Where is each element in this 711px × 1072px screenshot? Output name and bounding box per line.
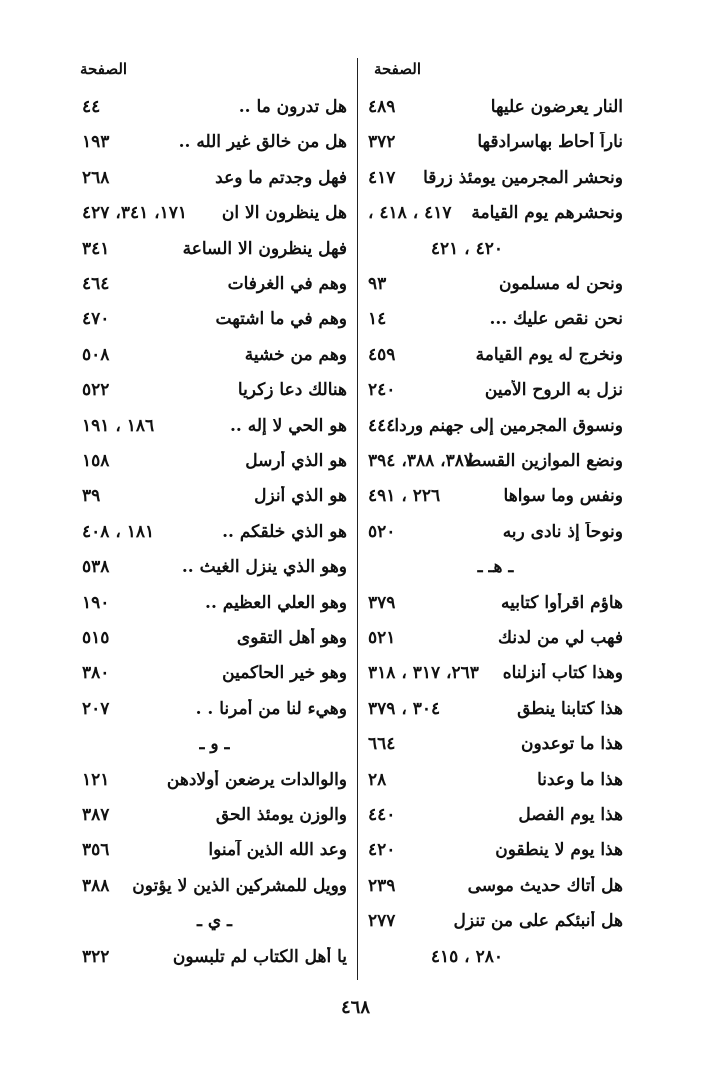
index-entry [368,840,623,870]
entry-pages: ٢٣٩ [368,875,396,896]
entry-pages: ٥٢٢ [82,380,110,401]
entry-pages: ٣٢٢ [82,946,110,967]
index-entry [82,486,347,516]
index-entry [368,593,623,623]
entry-pages: ٤٢٠ [368,840,396,861]
index-entry [368,239,623,269]
entry-pages: ١٧١، ٣٤١، ٤٢٧ [82,203,188,224]
entry-pages: ١٩٠ [82,592,110,613]
index-entry [82,451,347,481]
entry-pages: ٤١٧ [368,167,396,188]
entry-text: هل ينظرون الا ان [221,203,347,224]
entry-text: ونحشر المجرمين يومئذ زرقا [423,167,623,188]
entry-text: وويل للمشركين الذين لا يؤتون [132,875,347,896]
index-entry [82,97,347,127]
index-entry [82,522,347,552]
entry-text: نزل به الروح الأمين [484,380,623,401]
index-entry [368,380,623,410]
index-entry [368,522,623,552]
index-entry [82,876,347,906]
section-heading [82,911,347,941]
section-letter: ـ ي ـ [196,911,233,932]
entry-text: وهيء لنا من أمرنا . . [195,698,347,719]
entry-text: ونحشرهم يوم القيامة [471,203,623,224]
index-entry [368,699,623,729]
index-entry [368,911,623,941]
index-entry [368,132,623,162]
entry-text: ونضع الموازين القسط [465,451,623,471]
index-entry [82,168,347,198]
entry-pages: ٥٣٨ [82,557,110,578]
entry-pages: ٦٦٤ [368,734,396,755]
section-heading [82,734,347,764]
index-entry [82,239,347,269]
entry-pages: ٤٤ [82,97,101,117]
index-entry [82,557,347,587]
index-entry [368,805,623,835]
entry-pages: ٥٠٨ [82,344,110,365]
entry-pages: ٣٠٤ ، ٣٧٩ [368,698,441,719]
entry-text: هو الذي أرسل [245,451,347,471]
entry-text: فهل ينظرون الا الساعة [182,238,347,259]
entry-text: هو الذي أنزل [254,486,347,507]
index-entry [368,628,623,658]
entry-pages: ٣٨٧ [82,805,110,825]
entry-pages: ١٤ [368,309,387,330]
index-entry [368,486,623,516]
entry-pages: ٥١٥ [82,628,110,648]
entry-text: ونحن له مسلمون [499,274,623,294]
entry-text: هل أنبئكم على من تنزل [453,911,623,932]
index-entry [82,203,347,233]
entry-text: هذا يوم الفصل [518,805,623,825]
entry-pages: ٣٨٠ [82,663,110,684]
entry-text: هو الحي لا إله .. [229,415,347,436]
entry-text: هل من خالق غير الله .. [178,132,347,153]
entry-text: وهم في الغرفات [227,274,347,294]
entry-text: هل تدرون ما .. [238,97,347,117]
entry-text: هنالك دعا زكريا [237,380,347,401]
entry-pages: ٣٩ [82,486,101,507]
index-entry [82,345,347,375]
entry-text: وعد الله الذين آمنوا [208,840,347,861]
index-entry [82,663,347,693]
entry-text: ونسوق المجرمين إلى جهنم وردا [394,415,623,436]
entry-text: وهذا كتاب أنزلناه [502,663,623,684]
entry-text: يا أهل الكتاب لم تلبسون [172,946,347,967]
entry-pages: ٢٠٧ [82,698,110,719]
section-heading [368,557,623,587]
entry-pages: ٣٧٩ [368,592,396,613]
index-entry [368,203,623,233]
entry-text: وهم في ما اشتهت [215,309,347,330]
index-entry [82,628,347,658]
entry-text: هذا كتابنا ينطق [517,698,623,719]
index-entry [368,97,623,127]
entry-text: فهب لي من لدنك [498,628,623,648]
entry-pages: ٥٢٠ [368,521,396,542]
entry-pages: ٤٢٠ ، ٤٢١ [430,238,503,259]
entry-pages: ٣٨٧، ٣٨٨، ٣٩٤ [368,451,474,471]
index-entry [368,345,623,375]
entry-text: وهو خير الحاكمين [222,663,347,684]
index-entry [82,699,347,729]
column-divider [357,58,358,980]
index-entry [82,947,347,977]
entry-pages: ٣٥٦ [82,840,110,861]
entry-pages: ٤٧٠ [82,309,110,330]
entry-pages: ٢٦٨ [82,167,110,188]
entry-pages: ٩٣ [368,274,387,294]
entry-pages: ١٨١ ، ٤٠٨ [82,521,155,542]
entry-pages: ٢٨ [368,769,387,790]
entry-pages: ٢٤٠ [368,380,396,401]
entry-pages: ٣٤١ [82,238,110,259]
index-entry [368,309,623,339]
index-entry [82,840,347,870]
entry-text: هل أتاك حديث موسى [467,875,623,896]
index-entry [368,770,623,800]
entry-text: ونوحاً إذ نادى ربه [502,521,623,542]
entry-text: نحن نقص عليك ... [489,309,623,330]
entry-pages: ٤٤٠ [368,805,396,825]
index-entry [368,947,623,977]
entry-pages: ٢٧٧ [368,911,396,932]
entry-text: هذا يوم لا ينطقون [495,840,623,861]
index-entry [82,593,347,623]
index-entry [368,876,623,906]
index-entry [368,451,623,481]
index-entry [368,168,623,198]
entry-pages: ٤٥٩ [368,344,396,365]
section-letter: ـ هـ ـ [477,557,514,578]
entry-text: ناراً أحاط بهاسرادقها [477,132,623,153]
entry-pages: ٤٤٤ [368,415,396,436]
index-entry [368,416,623,446]
entry-pages: ٣٨٨ [82,875,110,896]
entry-text: فهل وجدتم ما وعد [215,167,347,188]
page-number: ٤٦٨ [340,997,370,1018]
index-entry [82,274,347,304]
entry-text: وهو العلي العظيم .. [205,592,347,613]
section-letter: ـ و ـ [199,734,230,755]
entry-pages: ٤٦٤ [82,274,110,294]
entry-text: والوزن يومئذ الحق [215,805,347,825]
entry-text: ونفس وما سواها [503,486,623,507]
entry-text: هذا ما وعدنا [537,769,623,790]
entry-pages: ٢٨٠ ، ٤١٥ [430,946,503,967]
entry-text: هذا ما توعدون [520,734,623,755]
index-entry [82,805,347,835]
entry-pages: ٥٢١ [368,628,396,648]
index-entry [368,274,623,304]
entry-pages: ١٢١ [82,769,110,790]
entry-text: وهو الذي ينزل الغيث .. [181,557,347,578]
entry-pages: ٢٢٦ ، ٤٩١ [368,486,441,507]
index-entry [82,416,347,446]
entry-pages: ٤١٧ ، ٤١٨ ، [368,203,452,224]
entry-text: ونخرج له يوم القيامة [475,344,623,365]
entry-text: النار يعرضون عليها [490,97,623,117]
entry-pages: ١٥٨ [82,451,110,471]
entry-pages: ٢٦٣، ٣١٧ ، ٣١٨ [368,663,479,684]
index-entry [82,380,347,410]
right-column-header: الصفحة [373,60,421,78]
entry-text: وهو أهل التقوى [236,628,347,648]
entry-pages: ٤٨٩ [368,97,396,117]
index-entry [368,663,623,693]
entry-pages: ١٨٦ ، ١٩١ [82,415,155,436]
entry-text: هاؤم اقرأوا كتابيه [501,592,623,613]
entry-text: هو الذي خلقكم .. [222,521,347,542]
index-entry [82,309,347,339]
entry-text: وهم من خشية [244,344,347,365]
index-entry [82,770,347,800]
index-entry [82,132,347,162]
entry-pages: ٣٧٢ [368,132,396,153]
index-entry [368,734,623,764]
left-column-header: الصفحة [80,60,128,78]
entry-pages: ١٩٣ [82,132,110,153]
entry-text: والوالدات يرضعن أولادهن [166,769,347,790]
